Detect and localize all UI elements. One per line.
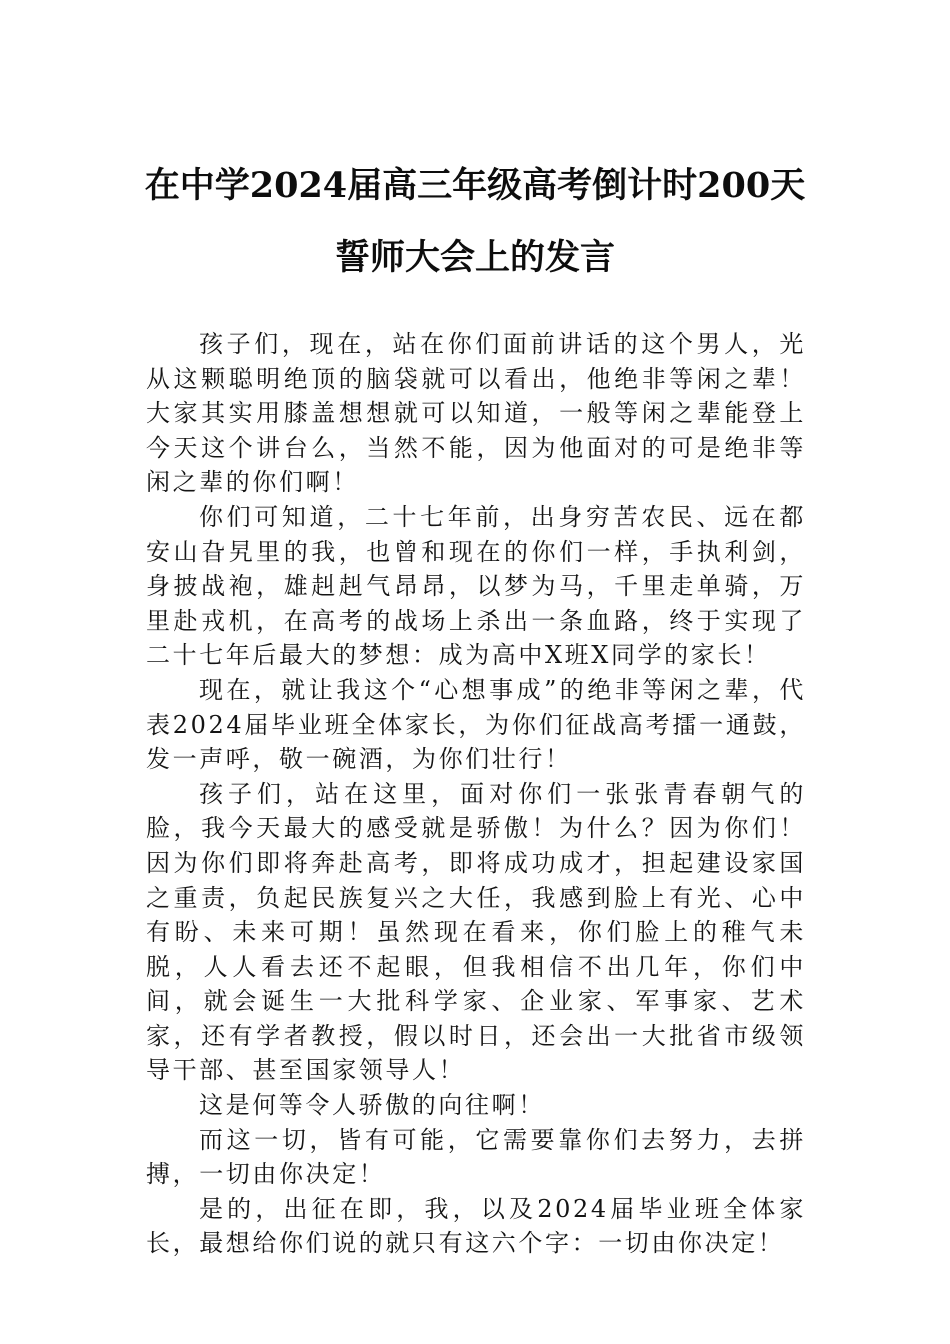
title-line-2: 誓师大会上的发言 [334,237,615,278]
paragraph: 是的，出征在即，我，以及2024届毕业班全体家长，最想给你们说的就只有这六个字：一切由你决定！ [146,1194,806,1258]
paragraph: 现在，就让我这个“心想事成”的绝非等闲之辈，代表2024届毕业班全体家长，为你们征战高考擂一通鼓，发一声呼，敬一碗酒，为你们壮行！ [146,675,806,774]
paragraph: 孩子们，站在这里，面对你们一张张青春朝气的脸，我今天最大的感受就是骄傲！为什么？因为你们！因为你们即将奔赴高考，即将成功成才，担起建设家国之重责，负起民族复兴之大任，我感到脸上有光、心中有盼、未来可期！虽然现在看来，你们脸上的稚气未脱，人人看去还不起眼，但我相信不出几年，你们中间，就会诞生一大批科学家、企业家、军事家、艺术家，还有学者教授，假以时日，还会出一大批省市级领导干部、甚至国家领导人！ [146,779,806,1085]
title-line-1: 在中学2024届高三年级高考倒计时200天 [144,165,806,206]
document-title [130,150,820,294]
paragraph: 这是何等令人骄傲的向往啊！ [199,1091,545,1120]
paragraph: 而这一切，皆有可能，它需要靠你们去努力，去拼搏，一切由你决定！ [146,1125,806,1189]
speech-body [146,327,806,1261]
paragraph: 你们可知道，二十七年前，出身穷苦农民、远在都安山旮旯里的我，也曾和现在的你们一样，手执利剑，身披战袍，雄赳赳气昂昂，以梦为马，千里走单骑，万里赴戎机，在高考的战场上杀出一条血路，终于实现了二十七年后最大的梦想：成为高中X班X同学的家长！ [146,502,806,670]
paragraph: 孩子们，现在，站在你们面前讲话的这个男人，光从这颗聪明绝顶的脑袋就可以看出，他绝非等闲之辈！大家其实用膝盖想想就可以知道，一般等闲之辈能登上今天这个讲台么，当然不能，因为他面对的可是绝非等闲之辈的你们啊！ [146,330,806,497]
